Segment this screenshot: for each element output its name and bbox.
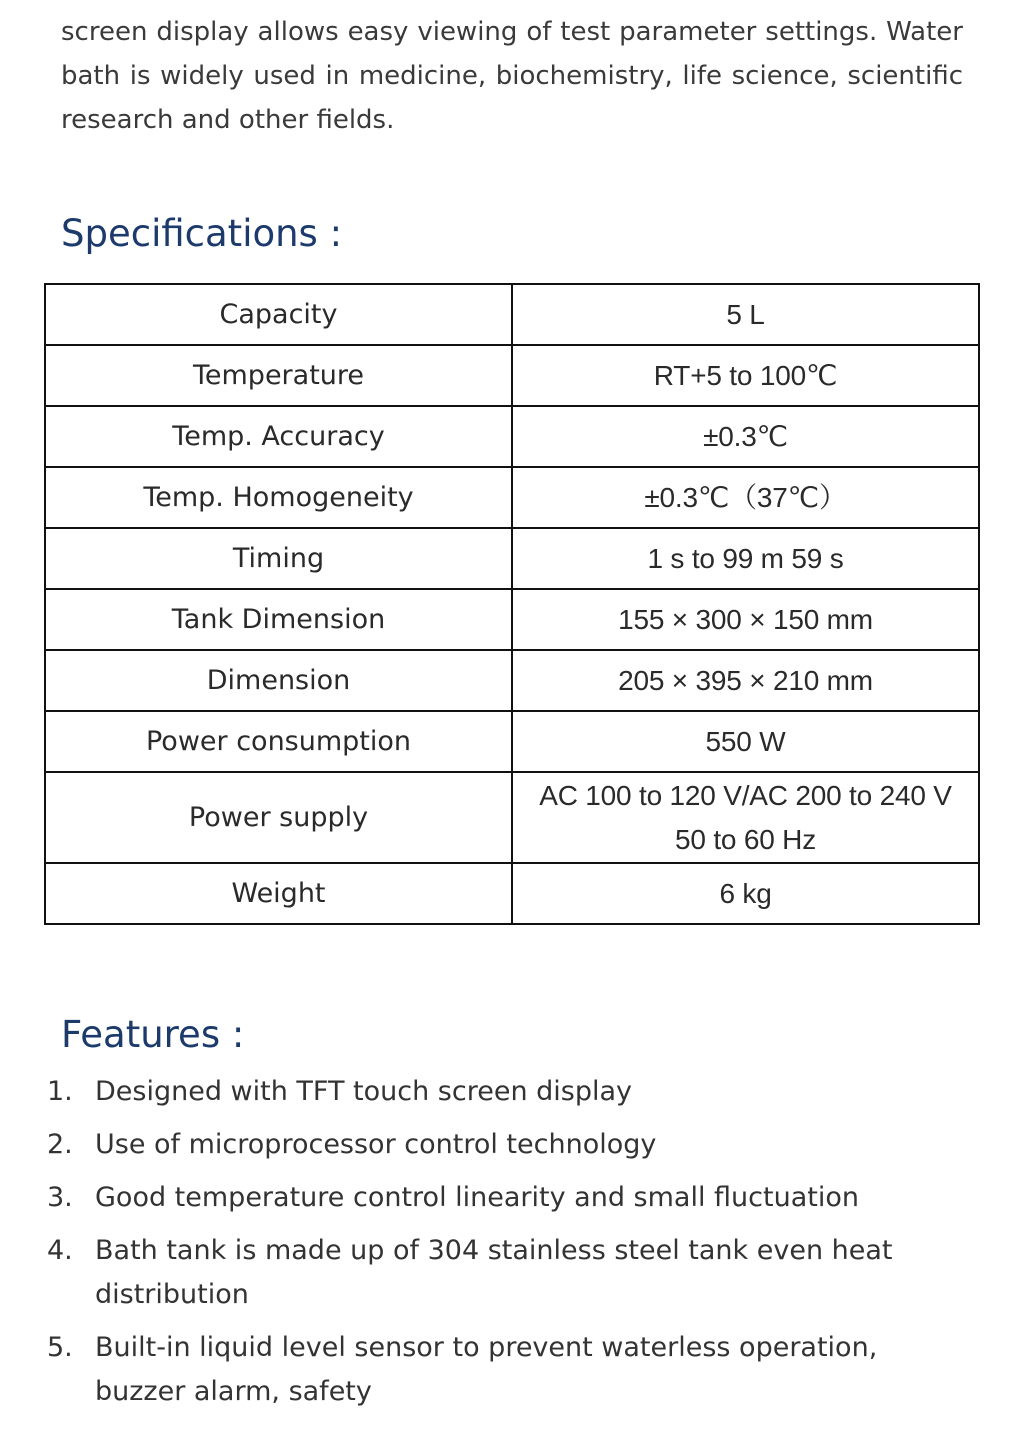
- intro-paragraph: screen display allows easy viewing of test parameter settings. Water bath is widely used in medicine, biochemistry, life science, scientific research and other fields.: [61, 17, 963, 135]
- feature-text: Built-in liquid level sensor to prevent waterless operation, buzzer alarm, safety: [95, 1332, 878, 1407]
- spec-row-capacity: [45, 284, 979, 345]
- feature-text: Bath tank is made up of 304 stainless steel tank even heat distribution: [95, 1235, 893, 1310]
- feature-text: Designed with TFT touch screen display: [95, 1076, 633, 1107]
- spec-row-temp-accuracy: [45, 406, 979, 467]
- spec-label: Temp. Accuracy: [45, 406, 512, 467]
- spec-label: Power supply: [45, 772, 512, 863]
- spec-value: AC 100 to 120 V/AC 200 to 240 V 50 to 60 Hz: [512, 772, 979, 863]
- spec-label: Capacity: [45, 284, 512, 345]
- spec-label: Temperature: [45, 345, 512, 406]
- spec-label: Tank Dimension: [45, 589, 512, 650]
- spec-value: 550 W: [512, 711, 979, 772]
- spec-value: ±0.3℃（37℃）: [512, 467, 979, 528]
- spec-value: 155 × 300 × 150 mm: [512, 589, 979, 650]
- spec-label: Power consumption: [45, 711, 512, 772]
- feature-text: Good temperature control linearity and small fluctuation: [95, 1182, 859, 1213]
- feature-text: Use of microprocessor control technology: [95, 1129, 657, 1160]
- spec-row-dimension: [45, 650, 979, 711]
- spec-row-power-consumption: [45, 711, 979, 772]
- features-heading: Features :: [61, 1013, 245, 1056]
- feature-number: 5.: [47, 1332, 73, 1363]
- feature-number: 4.: [47, 1235, 73, 1266]
- spec-row-timing: [45, 528, 979, 589]
- spec-label: Weight: [45, 863, 512, 924]
- spec-value: 205 × 395 × 210 mm: [512, 650, 979, 711]
- spec-row-power-supply: [45, 772, 979, 863]
- spec-row-weight: [45, 863, 979, 924]
- feature-item: [0, 1229, 960, 1317]
- feature-number: 1.: [47, 1076, 73, 1107]
- feature-item: [0, 1123, 960, 1167]
- feature-item: [0, 1176, 960, 1220]
- spec-row-temperature: [45, 345, 979, 406]
- feature-item: [0, 1326, 960, 1414]
- specifications-heading: Specifications :: [61, 212, 343, 255]
- spec-value: 1 s to 99 m 59 s: [512, 528, 979, 589]
- features-list: [0, 1070, 960, 1423]
- specifications-table: [44, 283, 980, 925]
- spec-value: RT+5 to 100℃: [512, 345, 979, 406]
- spec-row-temp-homogeneity: [45, 467, 979, 528]
- spec-label: Dimension: [45, 650, 512, 711]
- spec-value: 6 kg: [512, 863, 979, 924]
- spec-label: Temp. Homogeneity: [45, 467, 512, 528]
- spec-row-tank-dimension: [45, 589, 979, 650]
- spec-value: 5 L: [512, 284, 979, 345]
- feature-number: 2.: [47, 1129, 73, 1160]
- spec-label: Timing: [45, 528, 512, 589]
- feature-item: [0, 1070, 960, 1114]
- spec-value: ±0.3℃: [512, 406, 979, 467]
- feature-number: 3.: [47, 1182, 73, 1213]
